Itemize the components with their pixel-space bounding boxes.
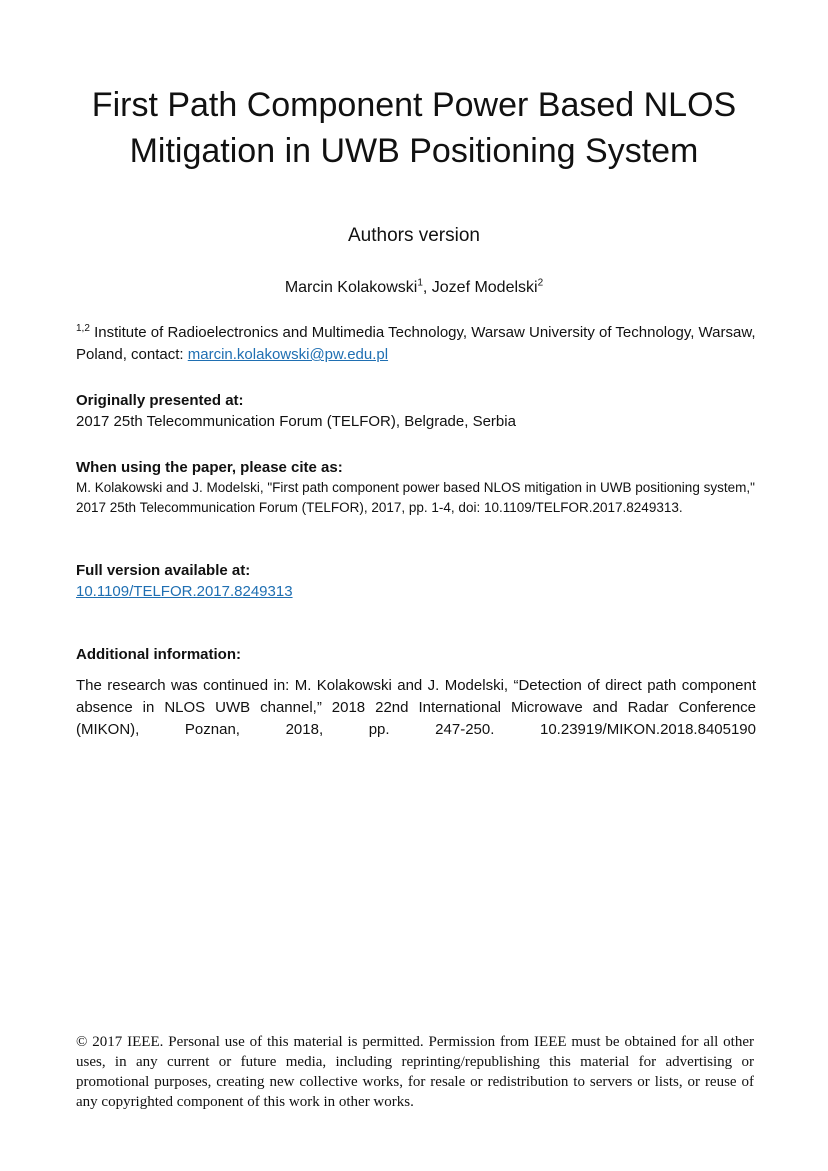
citation-heading: When using the paper, please cite as:: [76, 459, 343, 476]
author-separator: ,: [422, 279, 432, 296]
author-2-affiliation-mark: 2: [537, 277, 544, 289]
citation-text: M. Kolakowski and J. Modelski, "First path component power based NLOS mitigation in UWB positioning system," 2017 25th Telecommunication Forum (TELFOR), 2017, pp. 1-4, doi: 10.1109/TELFOR.2017.8249313.: [76, 480, 755, 515]
doi-link[interactable]: 10.1109/TELFOR.2017.8249313: [76, 583, 293, 600]
paper-title: [40, 82, 788, 174]
full-version-heading: Full version available at:: [76, 562, 251, 579]
presented-heading: Originally presented at:: [76, 392, 244, 409]
additional-info-section: [76, 645, 756, 741]
author-1-name: Marcin Kolakowski: [284, 279, 418, 296]
author-1-affiliation-mark: 1: [417, 277, 423, 289]
paper-title-line-2: Mitigation in UWB Positioning System: [129, 132, 699, 170]
full-version-section: [76, 561, 756, 603]
author-list: [0, 277, 828, 299]
presented-venue: 2017 25th Telecommunication Forum (TELFOR), Belgrade, Serbia: [76, 413, 516, 430]
additional-info-text: The research was continued in: M. Kolakowski and J. Modelski, “Detection of direct path component absence in NLOS UWB channel,” 2018 22nd International Microwave and Radar Conference (MIKON), Poznan, 2018, pp. 247-250. 10.23919/MIKON.2018.8405190: [76, 677, 756, 738]
affiliation-text: Institute of Radioelectronics and Multimedia Technology, Warsaw University of Technology, Warsaw, Poland, contact:: [76, 324, 756, 363]
version-label: Authors version: [347, 225, 480, 246]
affiliation: [76, 322, 756, 366]
presented-section: [76, 391, 756, 433]
author-2-name: Jozef Modelski: [431, 279, 538, 296]
affiliation-mark: 1,2: [76, 323, 90, 334]
contact-email-link[interactable]: marcin.kolakowski@pw.edu.pl: [187, 346, 389, 363]
copyright-notice: © 2017 IEEE. Personal use of this material is permitted. Permission from IEEE must be obtained for all other uses, in any current or future media, including reprinting/republishing this material for advertising or promotional purposes, creating new collective works, for resale or redistribution to servers or lists, or reuse of any copyrighted component of this work in other works.: [76, 1034, 754, 1110]
citation-section: [76, 458, 756, 518]
additional-info-heading: Additional information:: [76, 646, 241, 663]
paper-title-line-1: First Path Component Power Based NLOS: [91, 86, 737, 124]
